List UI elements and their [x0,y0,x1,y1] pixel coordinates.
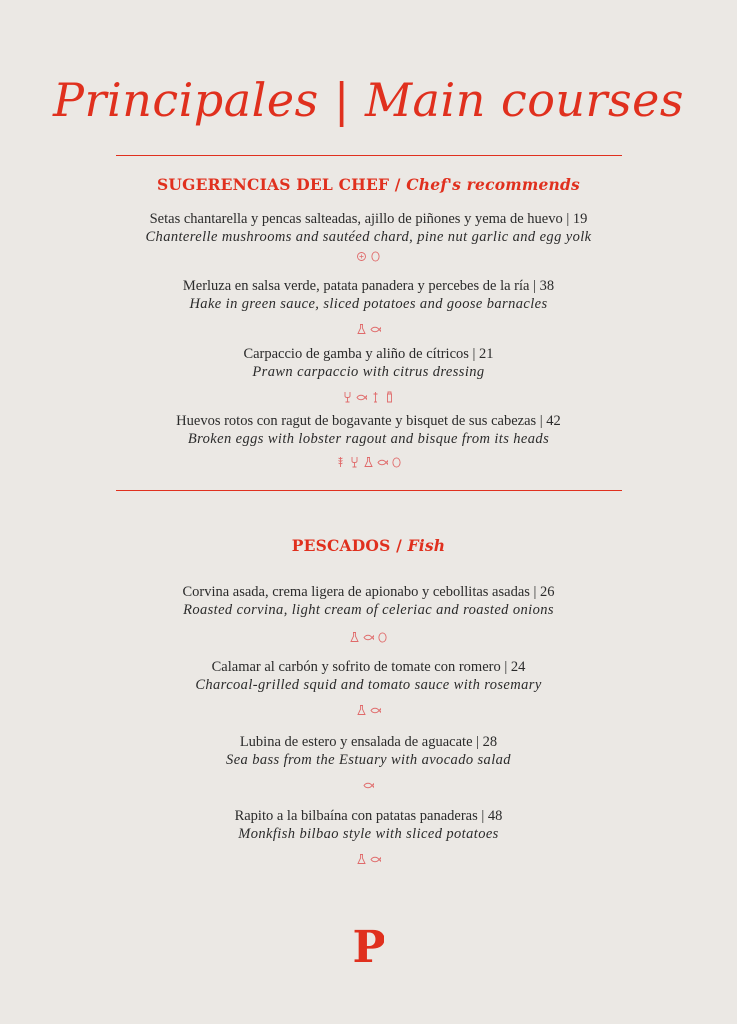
allergen-list [0,250,737,264]
allergen-list [0,704,737,718]
dish-name-en: Broken eggs with lobster ragout and bisque from its heads [187,431,550,447]
allergen-list [0,779,737,793]
top-divider [116,155,622,156]
nuts-icon [356,250,367,262]
menu-item [0,658,737,718]
section-heading-en: Fish [407,536,446,555]
gluten-icon [335,456,346,468]
dish-name-es: Carpaccio de gamba y aliño de cítricos | 21 [243,346,494,362]
allergen-list [0,323,737,337]
dish-name-es: Corvina asada, crema ligera de apionabo y cebollitas asadas | 26 [182,584,555,600]
dish-name-en: Charcoal-grilled squid and tomato sauce with rosemary [195,677,542,693]
fish-icon [363,779,374,791]
dish-name-es: Huevos rotos con ragut de bogavante y bisquet de sus cabezas | 42 [176,413,561,429]
sulphites-icon [356,853,367,865]
fish-icon [377,456,388,468]
mollusc-icon [370,391,381,403]
allergen-list [0,456,737,470]
menu-item [0,583,737,645]
section-heading-fish [0,536,737,555]
crustacean-icon [349,456,360,468]
dish-name-en: Sea bass from the Estuary with avocado salad [226,752,511,768]
dish-name-es: Setas chantarella y pencas salteadas, ajillo de piñones y yema de huevo | 19 [149,211,588,227]
sulphites-icon [356,704,367,716]
mustard-icon [384,391,395,403]
sulphites-icon [349,631,360,643]
egg-icon [391,456,402,468]
dish-name-en: Roasted corvina, light cream of celeriac and roasted onions [183,602,554,618]
page-title: Principales | Main courses [53,72,684,127]
allergen-list [0,391,737,405]
egg-icon [370,250,381,262]
section-heading-chef [0,175,737,194]
dish-name-en: Monkfish bilbao style with sliced potatoes [238,826,499,842]
section-heading-es: PESCADOS / [291,536,402,555]
dish-name-en: Hake in green sauce, sliced potatoes and goose barnacles [189,296,548,312]
sulphites-icon [363,456,374,468]
egg-icon [377,631,388,643]
dish-name-es: Merluza en salsa verde, patata panadera y percebes de la ría | 38 [182,278,555,294]
menu-item [0,345,737,405]
dish-name-es: Calamar al carbón y sofrito de tomate con romero | 24 [211,659,526,675]
section-heading-en: Chef's recommends [406,175,580,194]
dish-name-es: Rapito a la bilbaína con patatas panaderas | 48 [234,808,503,824]
fish-icon [356,391,367,403]
fish-icon [370,853,381,865]
brand-logo [354,922,384,970]
fish-icon [370,704,381,716]
crustacean-icon [342,391,353,403]
allergen-list [0,853,737,867]
menu-item [0,807,737,867]
fish-icon [363,631,374,643]
middle-divider [116,490,622,491]
menu-item [0,733,737,793]
dish-name-en: Prawn carpaccio with citrus dressing [252,364,485,380]
dish-name-en: Chanterelle mushrooms and sautéed chard, pine nut garlic and egg yolk [145,229,592,245]
fish-icon [370,323,381,335]
logo-letter: P [354,922,384,970]
section-heading-es: SUGERENCIAS DEL CHEF / [157,175,401,194]
menu-item [0,412,737,470]
dish-name-es: Lubina de estero y ensalada de aguacate | 28 [239,734,498,750]
menu-item [0,277,737,337]
allergen-list [0,631,737,645]
menu-item [0,210,737,264]
sulphites-icon [356,323,367,335]
